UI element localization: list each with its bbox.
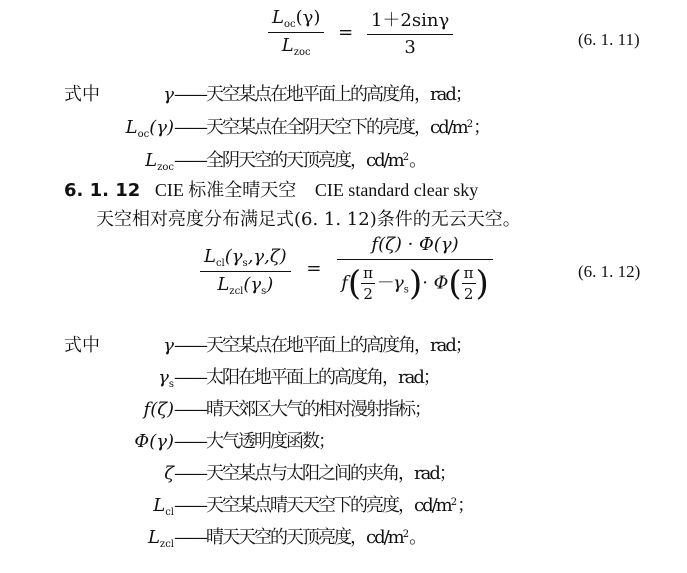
definition-text: ——晴天郊区大气的相对漫射指标； xyxy=(174,399,430,420)
equation-6-1-12 xyxy=(200,234,493,303)
eq2-den-f-symbol: f xyxy=(341,272,348,294)
eq2-lhs-den-arg: (γ xyxy=(243,274,262,295)
eq2-den-pi-over-two-1 xyxy=(361,264,375,303)
term-symbol: γ xyxy=(163,335,174,356)
definition-row xyxy=(64,146,427,173)
term-sub: zcl xyxy=(159,539,174,550)
eq2-den-two-2: 2 xyxy=(462,283,476,303)
eq-rhs-num: 1＋2sinγ xyxy=(370,10,450,31)
definition-text: ——天空某点与太阳之间的夹角，rad； xyxy=(174,463,455,484)
definition-row xyxy=(64,491,475,518)
eq-lhs-num-arg: (γ) xyxy=(295,6,321,28)
definition-text: ——天空某点晴天天空下的亮度，cd/m xyxy=(174,495,451,516)
term-symbol: γ xyxy=(163,84,174,105)
eq2-den-pi-1: π xyxy=(363,264,374,282)
eq-lhs-den-sub: zoc xyxy=(293,46,311,58)
eq2-lhs-den-arg-sub: s xyxy=(261,286,267,297)
eq2-den-two-1: 2 xyxy=(361,283,375,303)
definition-text: ——大气透明度函数； xyxy=(174,431,334,452)
term-symbol: L xyxy=(145,150,158,171)
term-symbol: L xyxy=(147,527,160,548)
eq-lhs-den-symbol: L xyxy=(281,34,294,56)
section-title-chinese: CIE 标准全晴天空 xyxy=(154,180,297,200)
definition-row xyxy=(64,331,471,358)
eq2-equals-sign: = xyxy=(306,258,322,279)
eq2-lhs-den-arg-tail: ) xyxy=(266,274,274,295)
definition-text: ——晴天天空的天顶亮度，cd/m xyxy=(174,527,403,548)
equation-number-6-1-12: (6. 1. 12) xyxy=(578,262,641,281)
eq2-den-pi-2: π xyxy=(463,264,474,282)
eq2-den-paren-close-2: ) xyxy=(475,263,489,304)
eq2-lhs-num-arg-tail: ,γ,ζ) xyxy=(247,246,287,267)
term-symbol: L xyxy=(153,495,166,516)
eq2-lhs-num-symbol: L xyxy=(204,246,216,267)
definition-term xyxy=(64,399,174,422)
eq2-lhs-den-sub: zcl xyxy=(229,286,244,297)
eq2-lhs-num-arg-sub: s xyxy=(242,258,248,269)
where-label-1: 式中 xyxy=(64,84,100,105)
definition-term xyxy=(64,367,174,390)
definition-row xyxy=(64,523,427,550)
eq2-lhs-num-arg: (γ xyxy=(224,246,243,267)
eq-6-1-11-rhs-fraction xyxy=(367,6,453,58)
unit-superscript: 2 xyxy=(402,152,410,163)
definition-text: ——天空某点在全阴天空下的亮度，cd/m xyxy=(174,117,467,138)
definition-term xyxy=(64,150,174,173)
eq-6-1-12-rhs-fraction xyxy=(337,234,493,303)
definition-term xyxy=(64,117,174,140)
eq2-lhs-den-symbol: L xyxy=(217,274,230,295)
definition-term xyxy=(64,84,174,107)
term-symbol: L xyxy=(125,117,138,138)
definition-row xyxy=(64,113,491,140)
term-symbol: γ xyxy=(158,367,169,388)
eq2-den-paren-close-1: ) xyxy=(408,263,423,304)
term-arg: (ζ) xyxy=(150,399,174,420)
eq-rhs-den: 3 xyxy=(367,34,453,58)
eq-lhs-num-symbol: L xyxy=(272,6,284,28)
definition-text: ——全阴天空的天顶亮度，cd/m xyxy=(174,150,403,171)
unit-superscript: 2 xyxy=(450,497,458,508)
definition-row xyxy=(64,395,430,422)
definition-term xyxy=(64,335,174,358)
term-symbol: ζ xyxy=(164,463,174,484)
definition-row xyxy=(64,427,334,454)
eq2-den-dot-phi: · Φ xyxy=(422,272,449,294)
eq-equals-sign: = xyxy=(338,21,354,43)
section-heading-6-1-12 xyxy=(64,176,478,202)
eq2-den-minus-gamma-sub: s xyxy=(403,284,409,296)
eq2-den-paren-open-1: ( xyxy=(347,263,362,304)
definition-text: ——天空某点在地平面上的高度角，rad； xyxy=(174,335,471,356)
unit-superscript: 2 xyxy=(466,119,474,130)
definition-tail: ； xyxy=(473,117,492,138)
term-arg: (γ) xyxy=(149,431,174,452)
definition-row xyxy=(64,363,439,390)
definition-tail: 。 xyxy=(409,527,428,548)
definition-tail: 。 xyxy=(409,150,428,171)
eq2-den-minus-gamma: －γ xyxy=(375,272,404,294)
section-title-english: CIE standard clear sky xyxy=(314,180,479,200)
definition-row xyxy=(64,80,471,107)
term-sub: oc xyxy=(137,129,150,140)
eq-6-1-12-lhs-fraction xyxy=(200,246,291,297)
eq-lhs-num-sub: oc xyxy=(283,18,296,30)
term-arg: (γ) xyxy=(149,117,174,138)
term-sub: s xyxy=(168,379,174,390)
eq2-lhs-num-sub: cl xyxy=(215,258,225,269)
eq2-rhs-den xyxy=(337,259,493,303)
term-sub: cl xyxy=(165,507,174,518)
where-label-2: 式中 xyxy=(64,335,100,356)
definition-term xyxy=(64,463,174,486)
eq-6-1-11-lhs-fraction xyxy=(268,7,324,58)
term-symbol: f xyxy=(143,399,151,420)
equation-number-6-1-11: (6. 1. 11) xyxy=(578,30,640,49)
definition-row xyxy=(64,459,455,486)
definition-term xyxy=(64,527,174,550)
definition-text: ——太阳在地平面上的高度角，rad； xyxy=(174,367,439,388)
section-number: 6. 1. 12 xyxy=(64,180,141,201)
definition-tail: ； xyxy=(457,495,476,516)
eq2-den-pi-over-two-2 xyxy=(462,264,476,303)
definition-text: ——天空某点在地平面上的高度角，rad； xyxy=(174,84,471,105)
definition-term xyxy=(64,495,174,518)
equation-6-1-11 xyxy=(268,6,453,58)
section-definition: 天空相对亮度分布满足式(6. 1. 12)条件的无云天空。 xyxy=(96,209,521,230)
term-symbol: Φ xyxy=(134,431,150,452)
term-sub: zoc xyxy=(157,162,174,173)
eq2-rhs-num: f(ζ) · Φ(γ) xyxy=(371,234,459,255)
unit-superscript: 2 xyxy=(402,529,410,540)
eq2-den-paren-open-2: ( xyxy=(448,263,462,304)
definition-term xyxy=(64,431,174,454)
